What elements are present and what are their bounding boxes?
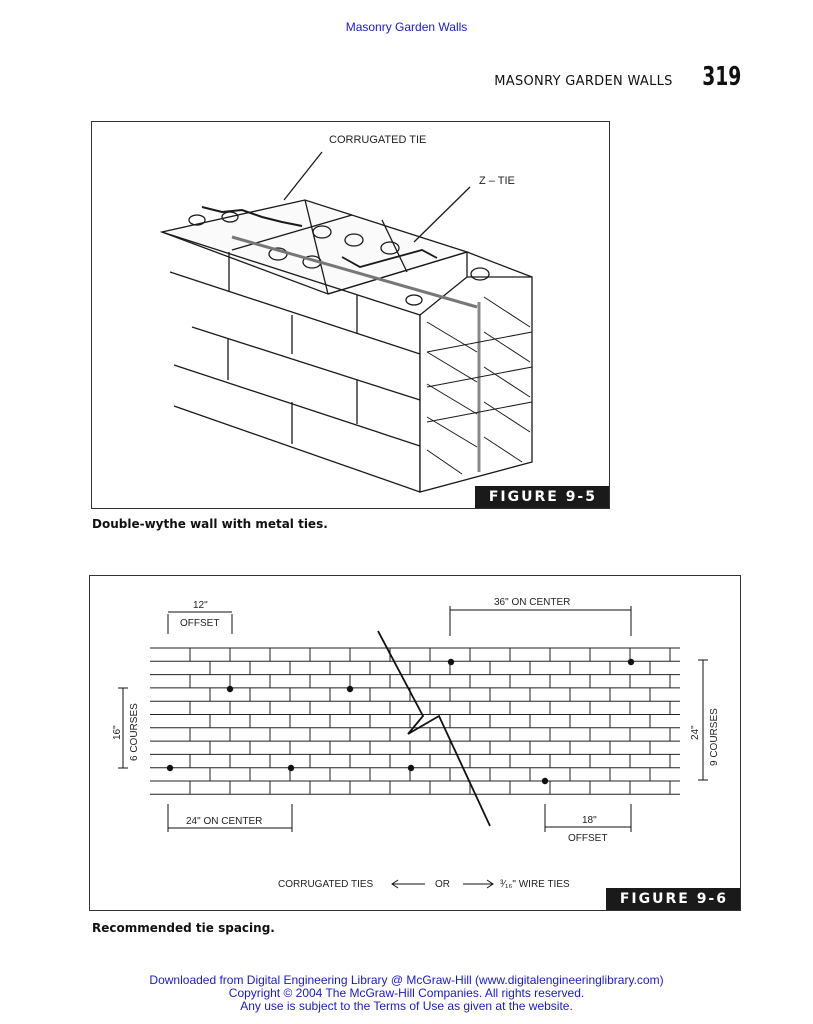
figure-tag: FIGURE 9-5 — [475, 486, 609, 508]
running-title: MASONRY GARDEN WALLS — [494, 74, 673, 89]
height-16-label: 16" — [112, 725, 123, 740]
figure-caption: Double-wythe wall with metal ties. — [92, 517, 328, 531]
double-wythe-wall-drawing — [92, 122, 609, 508]
footer — [0, 974, 813, 1013]
offset-12-label: 12" — [193, 600, 208, 611]
running-head — [494, 62, 741, 92]
height-24-label: 24" — [690, 725, 701, 740]
legend-or-label: OR — [435, 879, 450, 890]
spacing-24-label: 24" ON CENTER — [186, 816, 263, 827]
z-tie-label: Z – TIE — [479, 175, 515, 187]
legend-corrugated-label: CORRUGATED TIES — [278, 879, 374, 890]
offset-right-label: OFFSET — [568, 833, 608, 844]
figure-tag: FIGURE 9-6 — [606, 888, 740, 910]
footer-line: Any use is subject to the Terms of Use as given at the website. — [240, 999, 573, 1013]
tie-spacing-drawing — [90, 576, 740, 910]
spacing-36-label: 36" ON CENTER — [494, 597, 571, 608]
legend-wire-label: ³⁄₁₆" WIRE TIES — [500, 879, 570, 890]
figure-caption: Recommended tie spacing. — [92, 921, 275, 935]
courses-9-label: 9 COURSES — [709, 708, 720, 766]
figure-9-6 — [89, 575, 741, 911]
courses-6-label: 6 COURSES — [129, 703, 140, 761]
top-link[interactable]: Masonry Garden Walls — [345, 20, 468, 34]
offset-left-label: OFFSET — [180, 618, 220, 629]
offset-18-label: 18" — [582, 815, 597, 826]
footer-line: Copyright © 2004 The McGraw-Hill Companies. All rights reserved. — [228, 986, 585, 1000]
figure-9-5 — [91, 121, 610, 509]
corrugated-tie-label: CORRUGATED TIE — [329, 134, 427, 146]
page-number: 319 — [701, 62, 741, 92]
footer-line[interactable]: Downloaded from Digital Engineering Library @ McGraw-Hill (www.digitalengineeringlibrary.com) — [149, 973, 664, 987]
